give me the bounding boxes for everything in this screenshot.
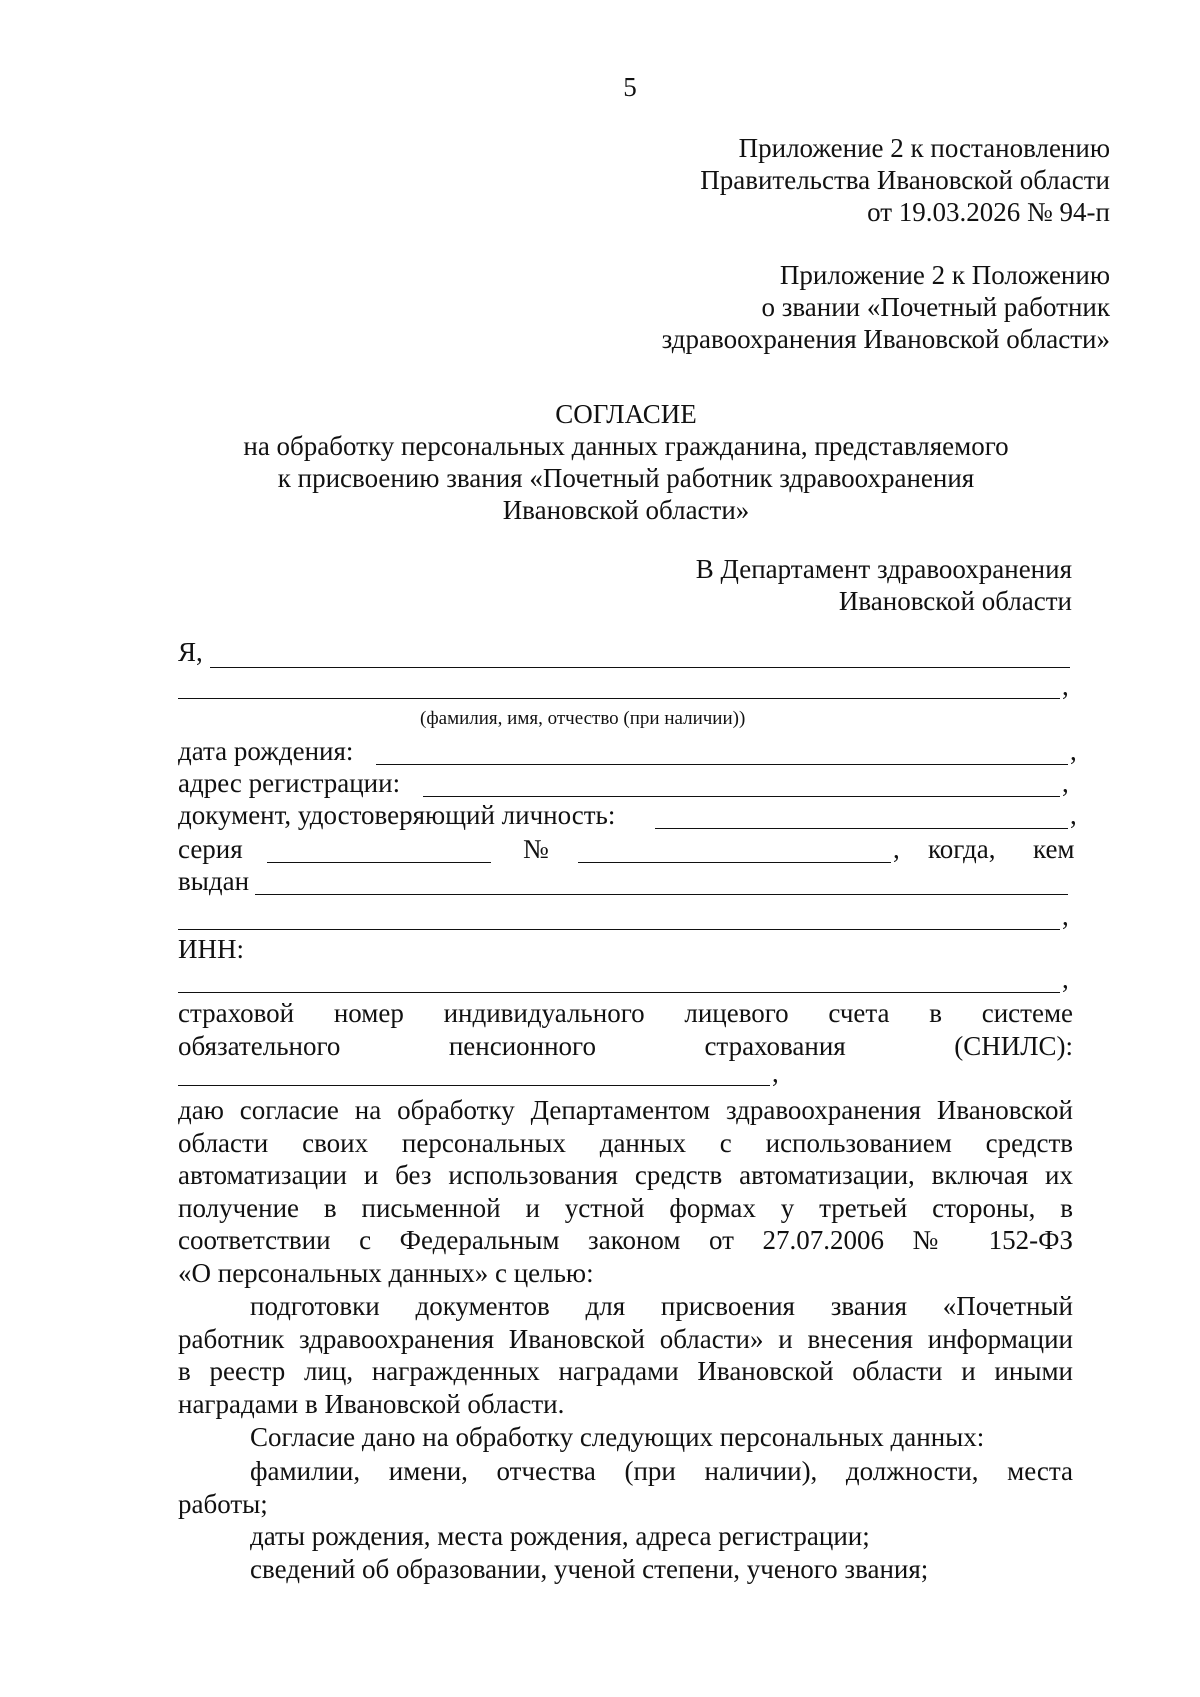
number-label: № xyxy=(523,834,549,864)
scope-item-3: сведений об образовании, ученой степени, ученого звания; xyxy=(250,1554,929,1584)
addressee-line-2: Ивановской области xyxy=(838,586,1072,616)
number-field[interactable] xyxy=(578,862,891,863)
consent-line-1: даю согласие на обработку Департаментом здравоохранения Ивановской xyxy=(178,1095,1073,1125)
title-heading: СОГЛАСИЕ xyxy=(555,399,697,429)
purpose-paragraph xyxy=(178,1290,1073,1420)
scope-intro: Согласие дано на обработку следующих персональных данных: xyxy=(250,1422,985,1452)
issued-label: выдан xyxy=(178,866,250,896)
appendix-resolution-header xyxy=(700,132,1110,228)
fio-field-line-2[interactable] xyxy=(178,698,1060,699)
who-label: кем xyxy=(1033,834,1075,864)
appendix-resolution-line-3: от 19.03.2026 № 94-п xyxy=(867,197,1110,227)
consent-paragraph xyxy=(178,1094,1073,1290)
id-document-field[interactable] xyxy=(655,828,1068,829)
i-label: Я, xyxy=(178,637,203,667)
number-comma: , xyxy=(893,834,900,864)
issued-field-line-1[interactable] xyxy=(255,894,1068,895)
birth-date-comma: , xyxy=(1070,736,1077,766)
birth-date-label: дата рождения: xyxy=(178,736,354,766)
appendix-regulation-line-3: здравоохранения Ивановской области» xyxy=(661,324,1110,354)
title-line-1: на обработку персональных данных гражданина, представляемого xyxy=(243,431,1009,461)
title-line-3: Ивановской области» xyxy=(502,495,750,525)
appendix-regulation-line-2: о звании «Почетный работник xyxy=(761,292,1110,322)
addressee-line-1: В Департамент здравоохранения xyxy=(695,554,1072,584)
inn-label: ИНН: xyxy=(178,934,244,964)
inn-comma: , xyxy=(1062,964,1069,994)
snils-field[interactable] xyxy=(178,1085,770,1086)
series-field[interactable] xyxy=(267,862,491,863)
scope-item-1-line-2: работы; xyxy=(178,1488,268,1519)
snils-label-line-1: страховой номер индивидуального лицевого счета в системе xyxy=(178,998,1074,1028)
title-line-2: к присвоению звания «Почетный работник здравоохранения xyxy=(277,463,975,493)
purpose-line-3: в реестр лиц, награжденных наградами Ивановской области и иными xyxy=(178,1356,1073,1387)
document-title xyxy=(0,398,1200,526)
purpose-line-4: наградами в Ивановской области. xyxy=(178,1388,565,1419)
consent-line-6: «О персональных данных» с целью: xyxy=(178,1257,594,1288)
address-field[interactable] xyxy=(423,796,1060,797)
inn-field[interactable] xyxy=(178,992,1060,993)
appendix-resolution-line-1: Приложение 2 к постановлению xyxy=(738,133,1110,163)
fio-field-line-1[interactable] xyxy=(210,667,1070,668)
address-label: адрес регистрации: xyxy=(178,768,401,798)
snils-comma: , xyxy=(772,1058,779,1088)
scope-item-1-line-1: фамилии, имени, отчества (при наличии), должности, места xyxy=(250,1456,1073,1486)
scope-item-1 xyxy=(178,1455,1073,1520)
addressee xyxy=(696,553,1072,617)
id-document-label: документ, удостоверяющий личность: xyxy=(178,800,616,830)
purpose-line-2: работник здравоохранения Ивановской области» и внесения информации xyxy=(178,1323,1073,1354)
purpose-line-1: подготовки документов для присвоения звания «Почетный xyxy=(250,1291,1073,1321)
appendix-resolution-line-2: Правительства Ивановской области xyxy=(700,165,1110,195)
issued-comma: , xyxy=(1062,901,1069,931)
snils-label-line-2: обязательного пенсионного страхования (СНИЛС): xyxy=(178,1031,1074,1061)
id-document-comma: , xyxy=(1070,800,1077,830)
page-number: 5 xyxy=(623,72,637,102)
address-comma: , xyxy=(1062,768,1069,798)
when-label: когда, xyxy=(928,834,996,864)
consent-line-3: автоматизации и без использования средств автоматизации, включая их xyxy=(178,1160,1073,1191)
consent-line-2: области своих персональных данных с использованием средств xyxy=(178,1127,1073,1158)
fio-comma: , xyxy=(1062,671,1069,701)
fio-caption: (фамилия, имя, отчество (при наличии)) xyxy=(420,708,746,729)
issued-field-line-2[interactable] xyxy=(178,929,1060,930)
consent-line-5: соответствии с Федеральным законом от 27.07.2006 № 152-ФЗ xyxy=(178,1225,1073,1256)
birth-date-field[interactable] xyxy=(376,764,1068,765)
consent-line-4: получение в письменной и устной формах у третьей стороны, в xyxy=(178,1192,1073,1223)
appendix-regulation-header xyxy=(662,259,1110,355)
series-label: серия xyxy=(178,834,243,864)
appendix-regulation-line-1: Приложение 2 к Положению xyxy=(779,260,1110,290)
scope-item-2: даты рождения, места рождения, адреса регистрации; xyxy=(250,1521,870,1551)
